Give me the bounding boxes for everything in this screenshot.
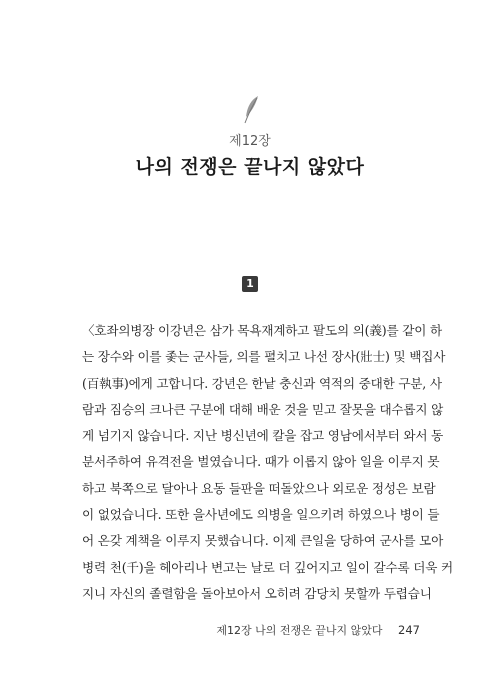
text-line: 분서주하여 유격전을 벌였습니다. 때가 이롭지 않아 일을 이루지 못	[82, 454, 440, 470]
chapter-label: 제12장	[229, 134, 271, 149]
feather-icon	[242, 95, 262, 125]
body-text	[82, 318, 453, 607]
text-line: 〈호좌의병장 이강년은 삼가 목욕재계하고 팔도의 의(義)를 같이 하	[82, 323, 442, 338]
chapter-title: 나의 전쟁은 끝나지 않았다	[135, 156, 365, 178]
text-line: 지니 자신의 졸렬함을 돌아보아서 오히려 감당치 못할까 두렵습니	[82, 585, 432, 601]
text-line: 게 넘기지 않습니다. 지난 병신년에 칼을 잡고 영남에서부터 와서 동	[82, 428, 444, 444]
text-line: 이 없었습니다. 또한 을사년에도 의병을 일으키려 하였으나 병이 들	[82, 507, 440, 523]
running-title: 제12장 나의 전쟁은 끝나지 않았다	[216, 624, 383, 637]
text-line: 하고 북쪽으로 달아나 요동 들판을 떠돌았으나 외로운 정성은 보람	[82, 480, 436, 496]
text-line: 는 장수와 이를 좇는 군사들, 의를 펼치고 나선 장사(壯士) 및 백집사	[82, 349, 446, 365]
text-line: 어 온갖 계책을 이루지 못했습니다. 이제 큰일을 당하여 군사를 모아	[82, 533, 444, 549]
text-line: (百執事)에게 고합니다. 강년은 한낱 충신과 역적의 중대한 구분, 사	[82, 375, 442, 391]
page-footer	[216, 622, 420, 638]
text-line: 병력 천(千)을 헤아리나 변고는 날로 더 깊어지고 일이 갈수록 더욱 커	[82, 559, 453, 575]
page-number: 247	[398, 623, 420, 637]
section-number-badge: 1	[242, 276, 258, 292]
text-line: 람과 짐승의 크나큰 구분에 대해 배운 것을 믿고 잘못을 대수롭지 않	[82, 401, 444, 417]
